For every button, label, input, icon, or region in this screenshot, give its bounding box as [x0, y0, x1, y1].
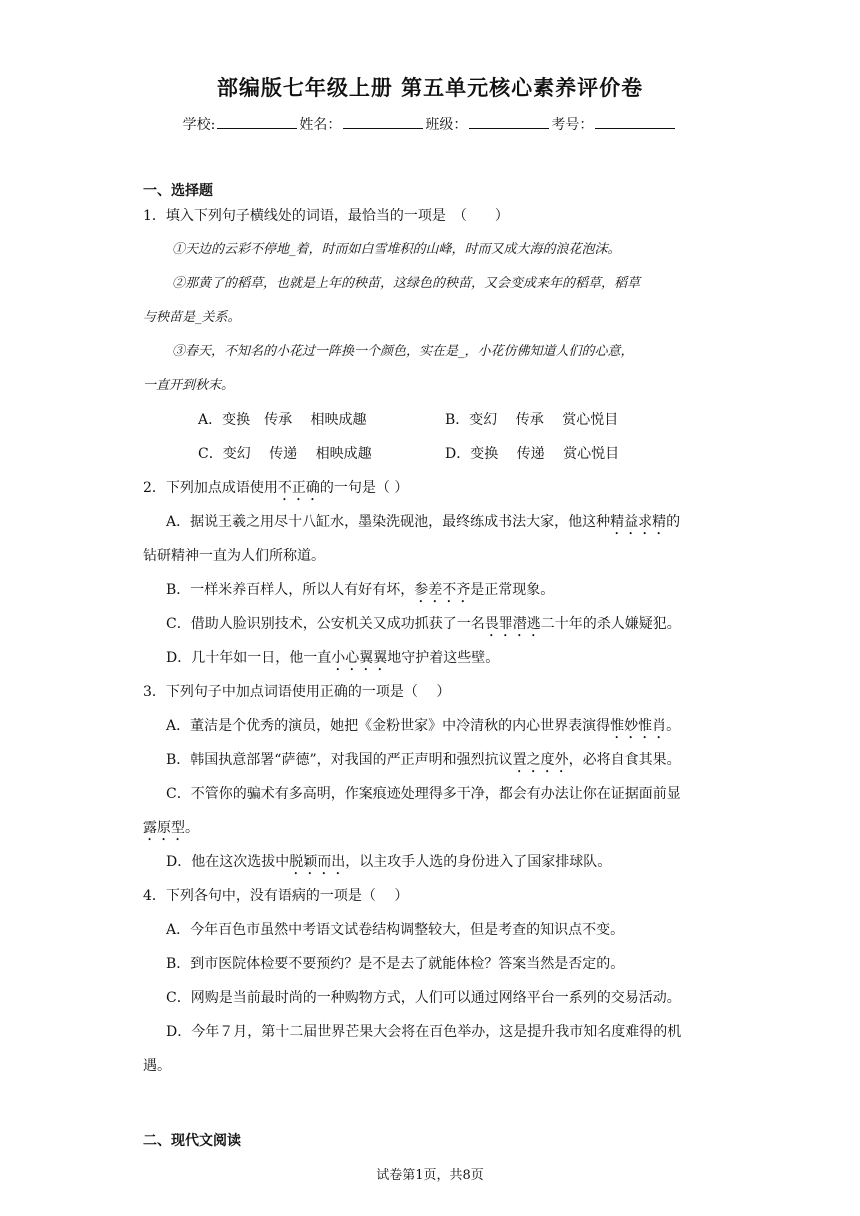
q2-stem-emphasis: 不正确	[277, 480, 320, 496]
q4-option-a[interactable]: A．今年百色市虽然中考语文试卷结构调整较大，但是考查的知识点不变。	[166, 922, 625, 938]
page-footer: 试卷第1页，共8页	[376, 1168, 484, 1183]
q1-option-b[interactable]: B．变幻 传承 赏心悦目	[445, 412, 619, 428]
q1-sentence-3-cont: 一直开到秋末。	[143, 378, 235, 393]
q3-a-dotted-word: 惟妙惟肖	[610, 718, 667, 734]
q2-option-a-cont: 钻研精神一直为人们所称道。	[143, 548, 325, 564]
q1-sentence-3: ③春天，不知名的小花过一阵换一个颜色，实在是_，小花仿佛知道人们的心意，	[172, 344, 634, 359]
school-label: 学校:	[182, 117, 216, 133]
q1-stem: 1．填入下列句子横线处的词语，最恰当的一项是 （ ）	[143, 208, 509, 224]
exam-no-label: 考号：	[551, 117, 594, 133]
page-title: 部编版七年级上册 第五单元核心素养评价卷	[216, 75, 644, 100]
q2-a-dotted-idiom: 精益求精	[610, 514, 667, 530]
q3-option-a[interactable]: A．董洁是个优秀的演员，她把《金粉世家》中冷清秋的内心世界表演得惟妙惟肖。	[166, 718, 681, 734]
name-blank[interactable]	[343, 116, 423, 129]
q1-sentence-2-cont: 与秧苗是_关系。	[143, 310, 241, 325]
q2-option-a[interactable]: A．据说王羲之用尽十八缸水，墨染洗砚池，最终练成书法大家，他这种精益求精的	[166, 514, 681, 530]
section-heading-choice: 一、选择题	[143, 183, 213, 199]
q2-option-b[interactable]: B．一样米养百样人，所以人有好有坏，参差不齐是正常现象。	[166, 582, 555, 598]
q1-sentence-2: ②那黄了的稻草，也就是上年的秧苗，这绿色的秧苗，又会变成来年的稻草，稻草	[172, 276, 641, 291]
name-label: 姓名：	[299, 117, 342, 133]
q3-d-dotted-word: 脱颖而出	[289, 854, 346, 870]
student-info-line	[0, 114, 860, 134]
q3-option-b[interactable]: B．韩国执意部署“萨德”，对我国的严正声明和强烈抗议置之度外，必将自食其果。	[166, 752, 681, 768]
q3-option-c[interactable]: C．不管你的骗术有多高明，作案痕迹处理得多干净，都会有办法让你在证据面前显	[166, 786, 681, 802]
q3-stem: 3．下列句子中加点词语使用正确的一项是（ ）	[143, 684, 451, 700]
q2-c-dotted-idiom: 畏罪潜逃	[484, 616, 541, 632]
q1-sentence-1: ①天边的云彩不停地_着，时而如白雪堆积的山峰，时而又成大海的浪花泡沫。	[172, 242, 621, 257]
school-blank[interactable]	[217, 116, 297, 129]
q3-option-c-cont: 露原型。	[143, 820, 199, 836]
q3-c-dotted-word: 露原型	[143, 820, 185, 836]
q4-option-b[interactable]: B．到市医院体检要不要预约？是不是去了就能体检？答案当然是否定的。	[166, 956, 625, 972]
q2-d-dotted-idiom: 小心翼翼	[331, 650, 388, 666]
q1-option-c[interactable]: C．变幻 传递 相映成趣	[198, 446, 372, 462]
class-blank[interactable]	[469, 116, 549, 129]
q2-stem: 2．下列加点成语使用不正确的一句是（ ）	[143, 480, 409, 496]
q2-b-dotted-idiom: 参差不齐	[414, 582, 471, 598]
q2-option-d[interactable]: D．几十年如一日，他一直小心翼翼地守护着这些壁。	[166, 650, 500, 666]
class-label: 班级：	[425, 117, 468, 133]
q1-option-d[interactable]: D．变换 传递 赏心悦目	[445, 446, 620, 462]
q1-option-a[interactable]: A．变换 传承 相映成趣	[198, 412, 367, 428]
q3-option-d[interactable]: D．他在这次选拔中脱颖而出，以主攻手人选的身份进入了国家排球队。	[166, 854, 612, 870]
section-heading-reading: 二、现代文阅读	[143, 1133, 241, 1149]
exam-no-blank[interactable]	[595, 116, 675, 129]
q4-option-c[interactable]: C．网购是当前最时尚的一种购物方式，人们可以通过网络平台一系列的交易活动。	[166, 990, 681, 1006]
q4-stem: 4．下列各句中，没有语病的一项是（ ）	[143, 888, 409, 904]
q2-option-c[interactable]: C．借助人脸识别技术，公安机关又成功抓获了一名畏罪潜逃二十年的杀人嫌疑犯。	[166, 616, 681, 632]
q4-option-d-cont: 遇。	[143, 1058, 171, 1074]
q3-b-dotted-word: 置之度外	[512, 752, 569, 768]
q4-option-d[interactable]: D．今年７月，第十二届世界芒果大会将在百色举办，这是提升我市知名度难得的机	[166, 1024, 682, 1040]
